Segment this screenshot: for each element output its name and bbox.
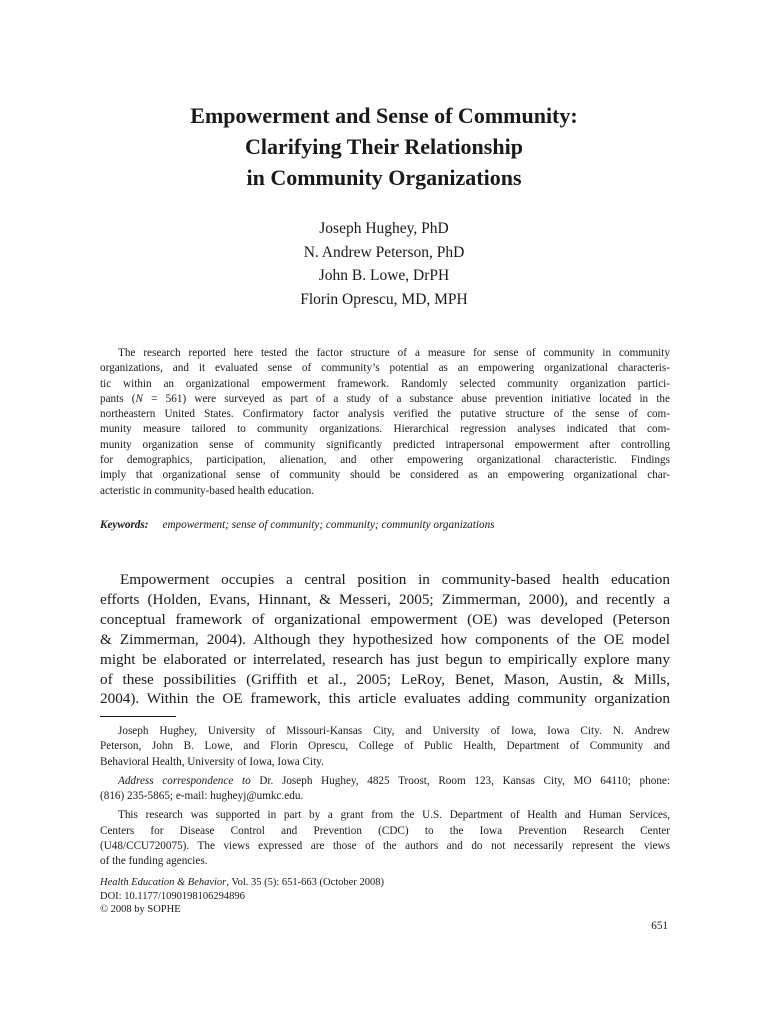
title-line: Clarifying Their Relationship (245, 134, 523, 159)
funding-footnote (100, 808, 670, 869)
abstract-line: organizations, and it evaluated sense of community’s potential as an empowering organizational characteris- (100, 362, 670, 375)
abstract (100, 346, 670, 499)
author-name: Florin Oprescu, MD, MPH (300, 290, 468, 308)
keywords-label: Keywords: (100, 519, 149, 531)
sample-size-symbol: N (135, 392, 143, 405)
journal-info (100, 876, 670, 917)
abstract-line: for demographics, participation, alienation, and other empowering organizational characteristic. Findings (100, 454, 670, 467)
footnote-line: (U48/CCU720075). The views expressed are those of the authors and do not necessarily represent the views (100, 840, 670, 853)
body-text (100, 570, 670, 709)
footnote-line: Peterson, John B. Lowe, and Florin Oprescu, College of Public Health, Department of Community and (100, 740, 670, 753)
affiliations-footnote (100, 724, 670, 770)
body-line: might be elaborated or interrelated, research has just begun to empirically explore many (100, 650, 670, 668)
title-line: in Community Organizations (246, 165, 522, 190)
journal-name: Health Education & Behavior (100, 877, 227, 888)
journal-citation (100, 876, 670, 890)
abstract-line: imply that organizational sense of community should be considered as an empowering organizational char- (100, 469, 670, 482)
article-title (60, 100, 708, 193)
author-name: N. Andrew Peterson, PhD (303, 243, 465, 261)
keywords (100, 519, 670, 531)
correspondence-label: Address correspondence to (118, 774, 251, 787)
body-line: efforts (Holden, Evans, Hinnant, & Messeri, 2005; Zimmerman, 2000), and recently a (100, 590, 670, 608)
abstract-line: munity organization sense of community significantly predicted intrapersonal empowerment after controlling (100, 438, 670, 451)
author-name: Joseph Hughey, PhD (319, 220, 449, 237)
keywords-text: empowerment; sense of community; community; community organizations (162, 519, 495, 531)
body-line: conceptual framework of organizational empowerment (OE) was developed (Peterson (100, 610, 670, 628)
abstract-line: acteristic in community-based health education. (100, 484, 315, 497)
footnote-line: Behavioral Health, University of Iowa, Iowa City. (100, 755, 324, 768)
footnote-line: (816) 235-5865; e-mail: hugheyj@umkc.edu. (100, 790, 304, 803)
page-number: 651 (651, 920, 668, 932)
body-line: 2004). Within the OE framework, this article evaluates adding community organization (100, 690, 670, 708)
journal-copyright: © 2008 by SOPHE (100, 904, 181, 915)
abstract-line: The research reported here tested the factor structure of a measure for sense of community in community (118, 347, 670, 359)
footnote-line: Joseph Hughey, University of Missouri-Kansas City, and University of Iowa, Iowa City. N. Andrew (118, 725, 670, 737)
abstract-line: northeastern United States. Confirmatory factor analysis verified the putative structure of the sense of com- (100, 408, 670, 421)
abstract-line: tic within an organizational empowerment framework. Randomly selected community organization partici- (100, 377, 670, 390)
footnote-rule (100, 716, 176, 717)
body-line: Empowerment occupies a central position in community-based health education (120, 571, 670, 588)
correspondence-address: Dr. Joseph Hughey, 4825 Troost, Room 123, Kansas City, MO 64110; phone: (250, 774, 670, 787)
title-line: Empowerment and Sense of Community: (190, 103, 578, 128)
author-name: John B. Lowe, DrPH (318, 267, 450, 284)
abstract-line: munity measure tailored to community organizations. Hierarchical regression analyses indicated that com- (100, 423, 670, 436)
body-line: & Zimmerman, 2004). Although they hypothesized how components of the OE model (100, 630, 670, 648)
journal-doi: DOI: 10.1177/1090198106294896 (100, 890, 245, 902)
abstract-line: pants (N = 561) were surveyed as part of a study of a substance abuse prevention initiative located in the (100, 392, 670, 405)
footnote-line: Centers for Disease Control and Prevention (CDC) to the Iowa Prevention Research Center (100, 824, 670, 837)
footnotes (100, 724, 670, 874)
footnote-line (100, 774, 670, 789)
journal-volume: , Vol. 35 (5): 651-663 (October 2008) (226, 877, 384, 888)
body-line: of these possibilities (Griffith et al., 2005; LeRoy, Benet, Mason, Austin, & Mills, (100, 670, 670, 688)
correspondence-footnote (100, 774, 670, 805)
author-list (60, 217, 708, 311)
footnote-line: This research was supported in part by a grant from the U.S. Department of Health and Human Services, (118, 809, 670, 822)
footnote-line: of the funding agencies. (100, 855, 208, 868)
